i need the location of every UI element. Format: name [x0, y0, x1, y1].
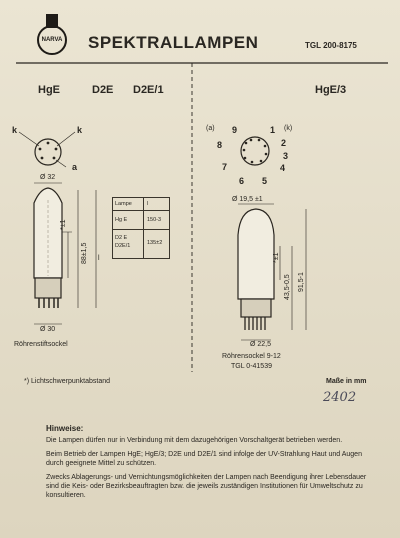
note-paragraph-1: Die Lampen dürfen nur in Verbindung mit dem dazugehörigen Vorschaltgerät betrieben werden.: [46, 437, 343, 444]
table-head-lamp: Lampe: [115, 201, 132, 207]
pin-1: 1: [270, 125, 276, 135]
dim-length-left: 88±1,5: [81, 242, 88, 264]
dim-bottom-left: Ø 30: [40, 326, 56, 333]
note-paragraph-2: Beim Betrieb der Lampen HgE; HgE/3; D2E und D2E/1 sind infolge der UV-Strahlung Haut und Augen durch geeignete Mittel zu schützen.: [46, 451, 362, 467]
table-row: [113, 230, 169, 257]
table-header-row: [113, 198, 169, 211]
dim-bottom-right: Ø 22,5: [250, 341, 272, 348]
pin-6: 6: [239, 176, 245, 186]
standard-number: TGL 200-8175: [305, 41, 357, 50]
type-d2e1: D2E/1: [133, 84, 164, 96]
pin-3: 3: [283, 151, 289, 161]
notes-heading: Hinweise:: [46, 424, 84, 433]
lamp-length-table: [112, 197, 170, 259]
pin-a: a: [72, 162, 78, 172]
handwritten-number: 2402: [323, 390, 357, 405]
pin-4: 4: [280, 163, 286, 173]
narva-logo: [30, 10, 74, 60]
pin-2: 2: [281, 138, 287, 148]
pin-7: 7: [222, 162, 228, 172]
table-cell-l: 135±2: [147, 240, 163, 246]
table-cell-lamp: D2 E D2E/1: [115, 235, 131, 249]
dim-top-left: Ø 32: [40, 174, 56, 181]
dim-91: 91,5-1: [298, 272, 305, 292]
notes-section: [46, 424, 371, 505]
table-row: [113, 211, 169, 230]
dim-top-right: Ø 19,5 ±1: [232, 196, 263, 203]
units-note: Maße in mm: [326, 378, 367, 385]
dim-star-right: *±1: [273, 252, 280, 263]
caption-right-1: Röhrensockel 9-12: [222, 353, 281, 360]
page-title: SPEKTRALLAMPEN: [88, 33, 259, 52]
svg-text:NARVA: NARVA: [41, 37, 63, 43]
type-hge: HgE: [38, 84, 60, 96]
type-hge3: HgE/3: [315, 84, 347, 96]
pin-8: 8: [217, 140, 223, 150]
footnote: *) Lichtschwerpunktabstand: [24, 378, 110, 385]
dim-l-left: l: [98, 255, 100, 262]
note-paragraph-3: Zwecks Ablagerungs- und Vernichtungsmöglichkeiten der Lampen nach Beendigung ihrer Lebensdauer sind die Keis- oder Bezirksbeauftragten bzw. die jeweils zuständigen Institutionen für Umweltschutz zu konsultieren.: [46, 474, 367, 499]
caption-right-2: TGL 0-41539: [231, 363, 272, 370]
pin-5: 5: [262, 176, 268, 186]
table-cell-lamp: Hg E: [115, 217, 128, 223]
pin-9: 9: [232, 125, 238, 135]
pin-k-left: k: [12, 125, 18, 135]
dim-43: 43,5-0,5: [284, 274, 291, 300]
table-head-l: l: [147, 201, 149, 207]
pin-k-right2: (k): [284, 125, 293, 132]
pin-a-right: (a): [206, 125, 215, 132]
caption-left: Röhrenstiftsockel: [14, 341, 68, 348]
type-d2e: D2E: [92, 84, 114, 96]
dim-star-left: *±1: [60, 219, 67, 230]
table-cell-l: 150-3: [147, 217, 162, 223]
pin-k-right: k: [77, 125, 83, 135]
